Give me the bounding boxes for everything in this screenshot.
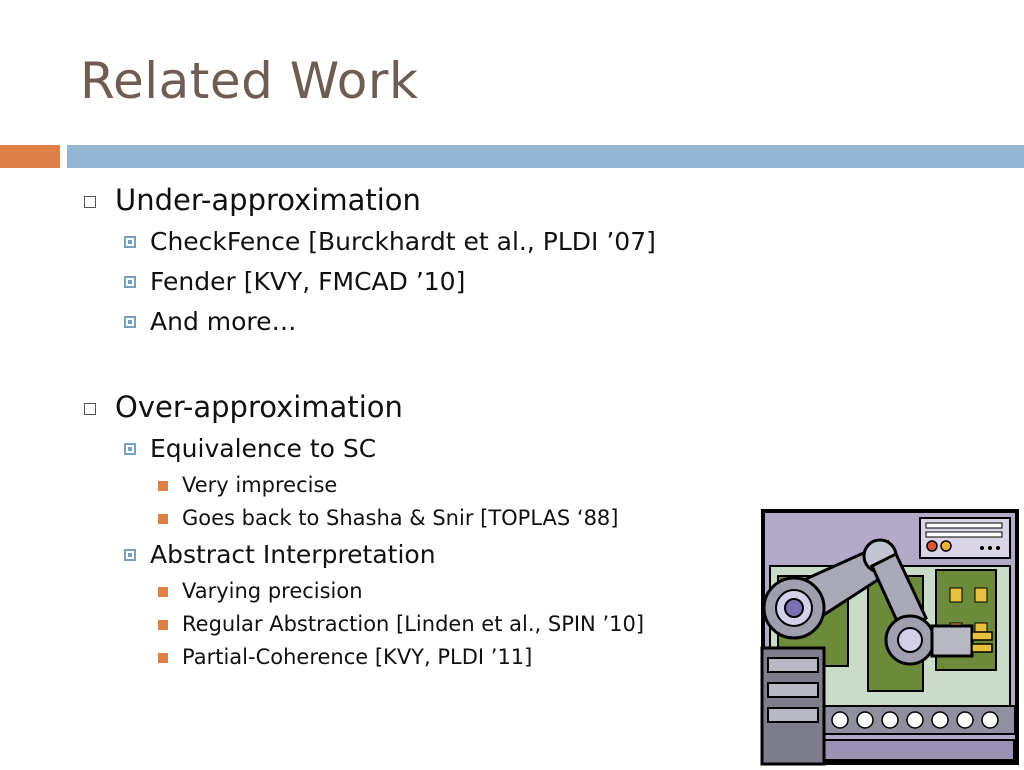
bullet-list: [78, 182, 838, 674]
sub-list-item-label: Regular Abstraction [Linden et al., SPIN ’10]: [182, 612, 645, 636]
sub-list-item: [78, 502, 838, 535]
list-item-label: And more…: [150, 307, 297, 336]
list-item-label: Equivalence to SC: [150, 434, 377, 463]
sub-list-item: [78, 469, 838, 502]
filled-square-bullet-icon: [158, 587, 168, 597]
accent-bar-blue: [67, 145, 1024, 168]
list-item-label: Abstract Interpretation: [150, 540, 436, 569]
slide-title: Related Work: [80, 52, 419, 110]
sub-list-item-label: Very imprecise: [182, 473, 338, 497]
filled-square-bullet-icon: [158, 620, 168, 630]
list-item: [78, 535, 838, 575]
square-bullet-icon: [124, 443, 136, 455]
bullet-label: Over-approximation: [115, 390, 403, 424]
list-item: [78, 429, 838, 469]
sub-list-item: [78, 608, 838, 641]
square-bullet-icon: [124, 549, 136, 561]
sub-list-item-label: Varying precision: [182, 579, 363, 603]
bullet-over-approximation: [78, 389, 838, 429]
spacer: [78, 342, 838, 389]
accent-bar-orange: [0, 145, 60, 168]
robot-arm-icon: [760, 508, 1020, 766]
list-item-label: Fender [KVY, FMCAD ’10]: [150, 267, 466, 296]
square-bullet-icon: [124, 236, 136, 248]
sub-list-item: [78, 575, 838, 608]
list-item: [78, 302, 838, 342]
sub-list-item-label: Partial-Coherence [KVY, PLDI ’11]: [182, 645, 533, 669]
list-item: [78, 222, 838, 262]
list-item-label: CheckFence [Burckhardt et al., PLDI ’07]: [150, 227, 656, 256]
bullet-under-approximation: [78, 182, 838, 222]
square-bullet-icon: [124, 316, 136, 328]
hollow-square-bullet-icon: [84, 196, 96, 208]
sub-list-item: [78, 641, 838, 674]
list-item: [78, 262, 838, 302]
square-bullet-icon: [124, 276, 136, 288]
filled-square-bullet-icon: [158, 481, 168, 491]
filled-square-bullet-icon: [158, 514, 168, 524]
bullet-label: Under-approximation: [115, 183, 421, 217]
filled-square-bullet-icon: [158, 653, 168, 663]
hollow-square-bullet-icon: [84, 403, 96, 415]
sub-list-item-label: Goes back to Shasha & Snir [TOPLAS ‘88]: [182, 506, 619, 530]
